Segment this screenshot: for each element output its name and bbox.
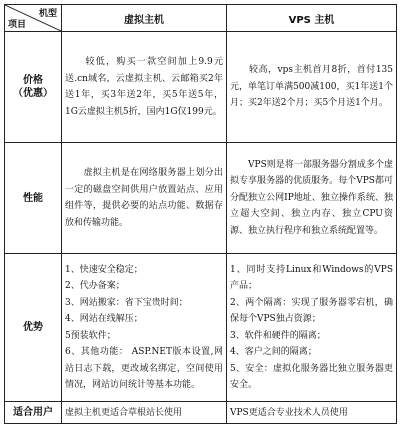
row-label-performance: 性能 [5,143,62,254]
cell-virtual-suitable-users: 虚拟主机更适合草根站长使用 [62,402,227,424]
table-row [5,143,397,254]
row-label-advantages: 优势 [5,254,62,402]
cell-vps-suitable-users: VPS更适合专业技术人员使用 [227,402,397,424]
cell-virtual-performance: 虚拟主机是在网络服务器上划分出一定的磁盘空间供用户放置站点、应用组件等，提供必要的站点功能、数据存放和传输功能。 [62,143,227,254]
cell-vps-price: 较高，vps主机首月8折，首付135元，单笔订单满500减100，买1年送1个月；买2年送2个月；买5个月送1个月。 [227,32,397,143]
cell-vps-advantages: 1、同时支持Linux和Windows的VPS产品； 2、两个隔离：实现了服务器零宕机，确保每个VPS独占资源； 3、软件和硬件的隔离； 4、客户之间的隔离； 5、安全：虚拟化服务器比独立服务器更安全。 [227,254,397,402]
corner-cell [5,5,62,32]
cell-virtual-price: 较低，购买一款空间加上9.9元送.cn域名，云虚拟主机、云邮箱买2年送1年，买3年送2年，买5年送5年，1G云虚拟主机5折，国内1G仅199元。 [62,32,227,143]
table-row [5,32,397,143]
table-row [5,402,397,424]
comparison-table [4,4,397,424]
header-row [5,5,397,32]
corner-label-top: 机型 [38,9,57,19]
column-header-virtual: 虚拟主机 [62,5,227,32]
row-label-suitable-users: 适合用户 [5,402,62,424]
cell-vps-performance: VPS则是将一部服务器分割成多个虚拟专享服务器的优质服务。每个VPS都可分配独立公网IP地址、独立操作系统、独立超大空间、独立内存、独立CPU资源、独立执行程序和独立系统配置等。 [227,143,397,254]
column-header-vps: VPS 主机 [227,5,397,32]
cell-virtual-advantages: 1、快速安全稳定； 2、代办备案； 3、网站搬家：省下宝贵时间； 4、网站在线解压； 5预装软件； 6、其他功能： ASP.NET版本设置,网站日志下载，更改域名绑定，空间使用情况，网站访问统计等基本功能。 [62,254,227,402]
corner-label-bottom: 项目 [8,20,27,30]
table-row [5,254,397,402]
row-label-price: 价格 （优惠） [5,32,62,143]
